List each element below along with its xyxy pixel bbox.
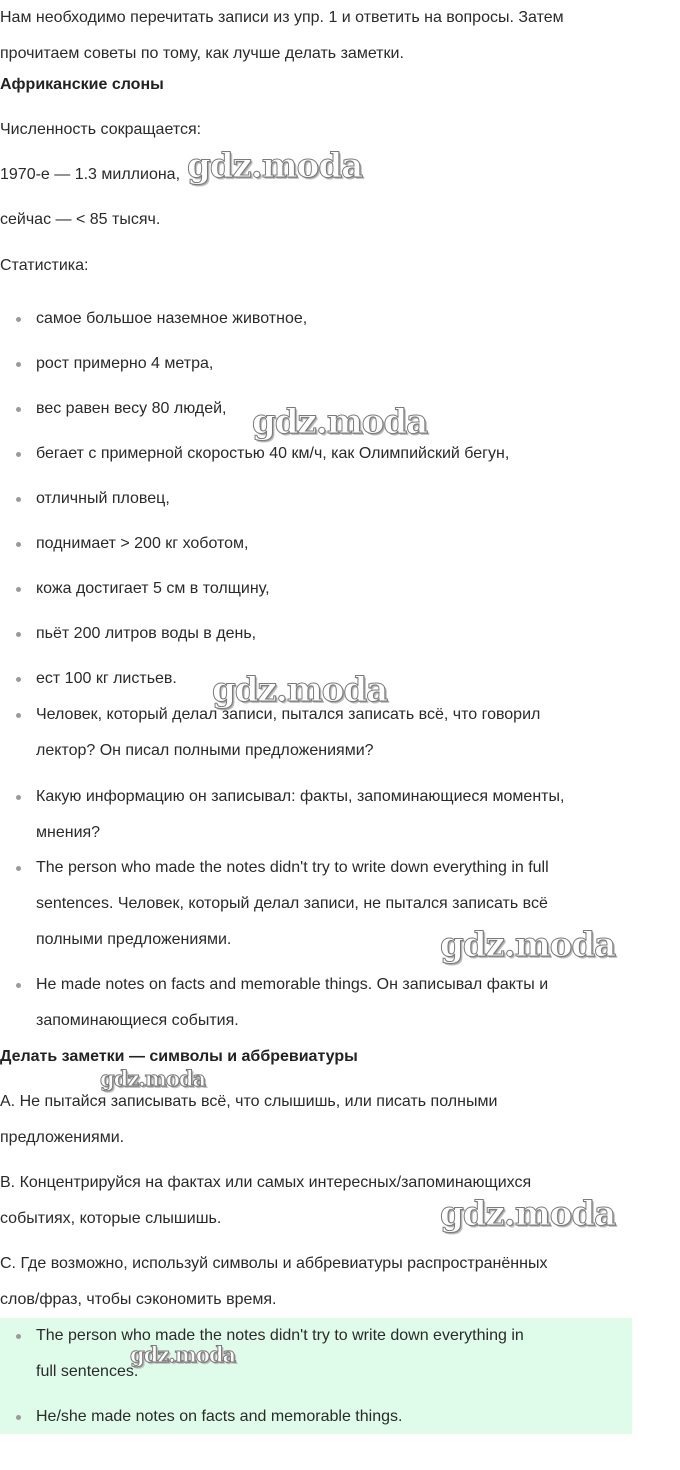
watermark: gdz.moda <box>187 146 363 186</box>
list-item: поднимает > 200 кг хоботом, <box>0 526 646 562</box>
tip-c <box>0 1246 547 1318</box>
stats-label: Статистика: <box>0 257 89 274</box>
tip-a <box>0 1084 497 1156</box>
watermark: gdz.moda <box>212 670 388 710</box>
highlight-item: He/she made notes on facts and memorable things. <box>0 1399 626 1435</box>
answer-line: The person who made the notes didn't try to write down everything in full <box>36 859 549 876</box>
population-label: Численность сокращается: <box>0 121 202 138</box>
list-item: самое большое наземное животное, <box>0 301 646 337</box>
highlight-line: full sentences. <box>36 1363 139 1380</box>
question-line: лектор? Он писал полными предложениями? <box>36 742 374 759</box>
population-then: 1970-е — 1.3 миллиона, <box>0 166 181 183</box>
question-line: Какую информацию он записывал: факты, запоминающиеся моменты, <box>36 788 565 805</box>
list-item: вес равен весу 80 людей, <box>0 391 646 427</box>
watermark: gdz.moda <box>440 1194 616 1234</box>
intro-line-1: Нам необходимо перечитать записи из упр. 1 и ответить на вопросы. Затем <box>0 9 564 26</box>
list-item: рост примерно 4 метра, <box>0 346 646 382</box>
list-item: кожа достигает 5 см в толщину, <box>0 571 646 607</box>
question-line: Человек, который делал записи, пытался записать всё, что говорил <box>36 706 541 723</box>
list-item: отличный пловец, <box>0 481 646 517</box>
list-item: бегает с примерной скоростью 40 км/ч, как Олимпийский бегун, <box>0 436 646 472</box>
answer-line: полными предложениями. <box>36 931 232 948</box>
watermark: gdz.moda <box>252 402 428 442</box>
list-item: ест 100 кг листьев. <box>0 661 646 697</box>
tip-line: событиях, которые слышишь. <box>0 1210 222 1227</box>
answer-item <box>0 967 646 1039</box>
watermark: gdz.moda <box>440 925 616 965</box>
answer-line: He made notes on facts and memorable things. Он записывал факты и <box>36 976 549 993</box>
tip-b <box>0 1165 531 1237</box>
answer-line: запоминающиеся события. <box>36 1012 239 1029</box>
tip-line: слов/фраз, чтобы сэкономить время. <box>0 1291 277 1308</box>
watermark: gdz.moda <box>100 1066 206 1091</box>
watermark: gdz.moda <box>130 1342 236 1367</box>
list-item: пьёт 200 литров воды в день, <box>0 616 646 652</box>
tip-line: предложениями. <box>0 1129 125 1146</box>
answer-item <box>0 850 646 958</box>
answer-line: sentences. Человек, который делал записи, не пытался записать всё <box>36 895 548 912</box>
tip-line: A. Не пытайся записывать всё, что слышишь, или писать полными <box>0 1093 498 1110</box>
highlight-item <box>0 1318 626 1390</box>
tip-line: B. Концентрируйся на фактах или самых интересных/запоминающихся <box>0 1174 532 1191</box>
question-item <box>0 779 646 851</box>
highlight-line: The person who made the notes didn't try to write down everything in <box>36 1327 524 1344</box>
population-now: сейчас — < 85 тысяч. <box>0 211 161 228</box>
intro-line-2: прочитаем советы по тому, как лучше делать заметки. <box>0 45 404 62</box>
question-line: мнения? <box>36 824 101 841</box>
heading-african-elephants: Африканские слоны <box>0 76 164 93</box>
tip-line: C. Где возможно, используй символы и аббревиатуры распространённых <box>0 1255 548 1272</box>
question-item <box>0 697 646 769</box>
heading-note-taking: Делать заметки — символы и аббревиатуры <box>0 1048 358 1065</box>
